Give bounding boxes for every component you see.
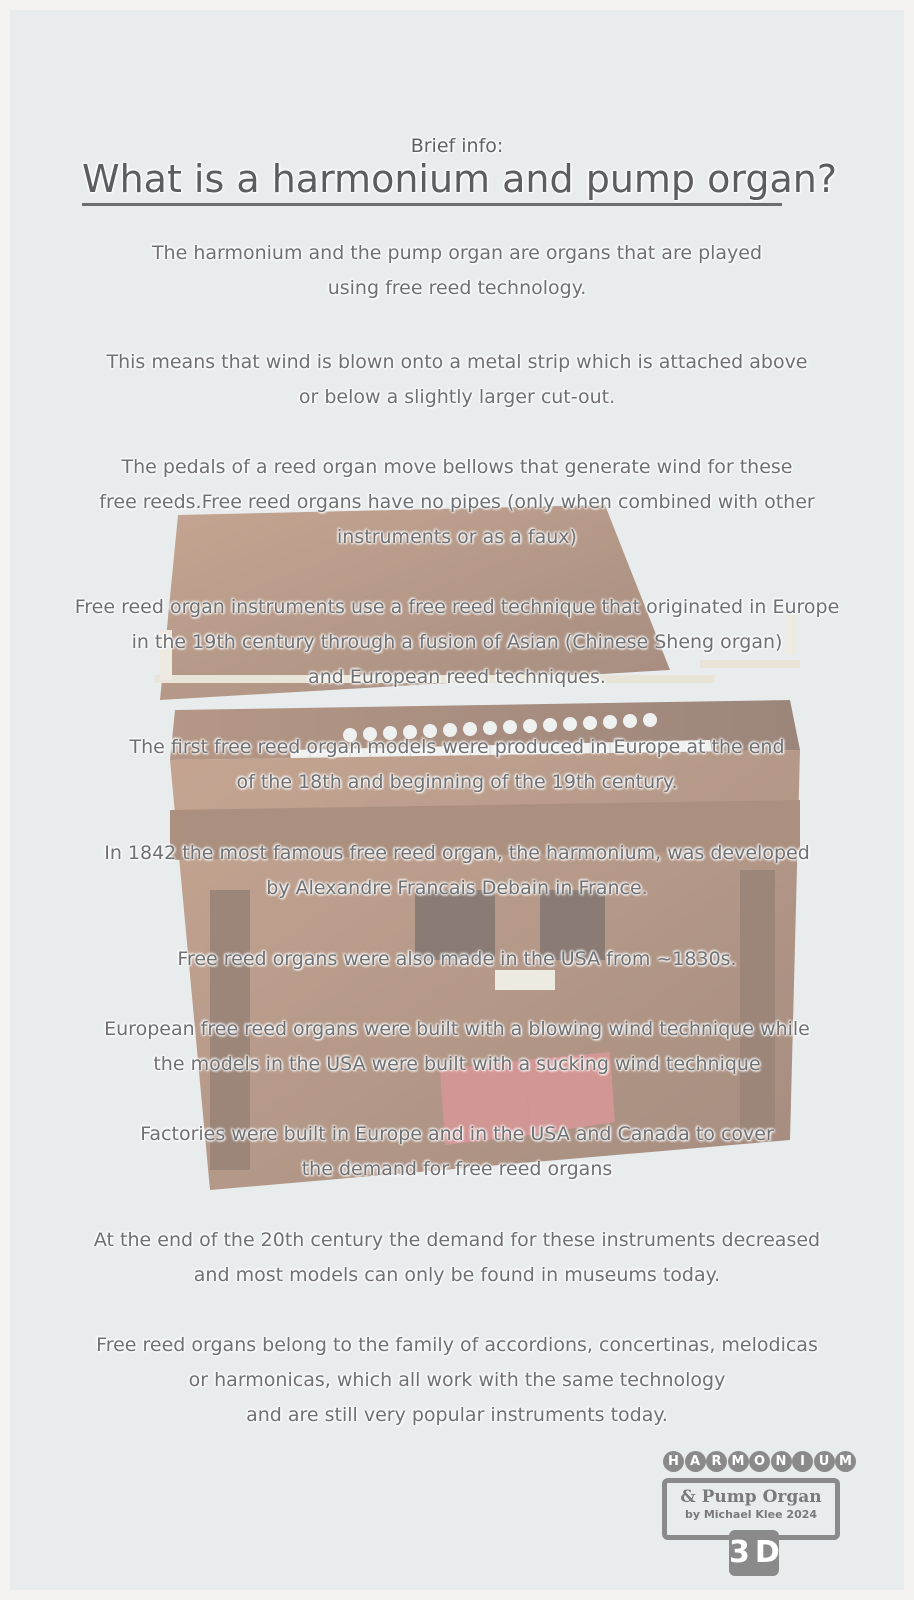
paragraph-line: or harmonicas, which all work with the same technology [188,1369,726,1391]
logo-subtitle: & Pump Organ [680,1487,822,1507]
paragraph-line: Free reed organs were also made in the USA from ~1830s. [177,948,737,970]
paragraph-line: by Alexandre Francais Debain in France. [266,877,648,899]
logo-3d-badge: 3D [729,1530,779,1576]
paragraph-line: and most models can only be found in museums today. [193,1264,721,1286]
paragraph-line: free reeds.Free reed organs have no pipes (only when combined with other [99,491,815,513]
paragraph-line: Factories were built in Europe and in the USA and Canada to cover [140,1123,774,1145]
logo-letter: A [685,1451,706,1472]
logo-letter: R [706,1451,727,1472]
paragraph-line: and European reed techniques. [308,666,606,688]
paragraph-line: instruments or as a faux) [337,526,577,548]
info-panel [10,10,904,1590]
logo-letter: O [749,1451,770,1472]
paragraph [30,1117,884,1187]
paragraph [30,450,884,555]
paragraph [30,1223,884,1293]
logo-letter: I [792,1451,813,1472]
paragraph [30,836,884,906]
paragraph-line: The first free reed organ models were produced in Europe at the end [129,736,785,758]
paragraph-line: and are still very popular instruments today. [246,1404,668,1426]
logo-letter: H [663,1451,684,1472]
paragraph [30,942,884,977]
logo-letter: M [835,1451,856,1472]
paragraph-line: The pedals of a reed organ move bellows that generate wind for these [121,456,793,478]
logo-letter: U [814,1451,835,1472]
paragraph-line: In 1842 the most famous free reed organ, the harmonium, was developed [104,842,810,864]
paragraph-line: in the 19th century through a fusion of Asian (Chinese Sheng organ) [131,631,783,653]
text-content [10,10,904,1590]
paragraph-line: This means that wind is blown onto a metal strip which is attached above [106,351,808,373]
paragraph [30,1328,884,1433]
brief-info-label: Brief info: [410,135,504,157]
paragraph [30,1012,884,1082]
page-title: What is a harmonium and pump organ? [82,155,782,206]
logo-letter: M [728,1451,749,1472]
paragraph-line: or below a slightly larger cut-out. [298,386,616,408]
paragraph [30,345,884,415]
paragraph-line: Free reed organ instruments use a free reed technique that originated in Europe [74,596,840,618]
paragraph-line: the demand for free reed organs [301,1158,613,1180]
paragraph-line: Free reed organs belong to the family of accordions, concertinas, melodicas [96,1334,818,1356]
paragraph [30,590,884,695]
paragraph [30,236,884,306]
paragraph-line: using free reed technology. [327,277,587,299]
logo-letter-row [663,1450,857,1472]
logo-letter: N [771,1451,792,1472]
paragraph-line: European free reed organs were built with a blowing wind technique while [104,1018,810,1040]
paragraph-line: At the end of the 20th century the demand for these instruments decreased [93,1229,821,1251]
logo-author: by Michael Klee 2024 [684,1508,818,1521]
paragraph-line: of the 18th and beginning of the 19th century. [236,771,678,793]
paragraph-line: The harmonium and the pump organ are organs that are played [151,242,763,264]
harmonium-3d-logo [650,1450,850,1580]
paragraph-line: the models in the USA were built with a sucking wind technique [153,1053,761,1075]
paragraph [30,730,884,800]
